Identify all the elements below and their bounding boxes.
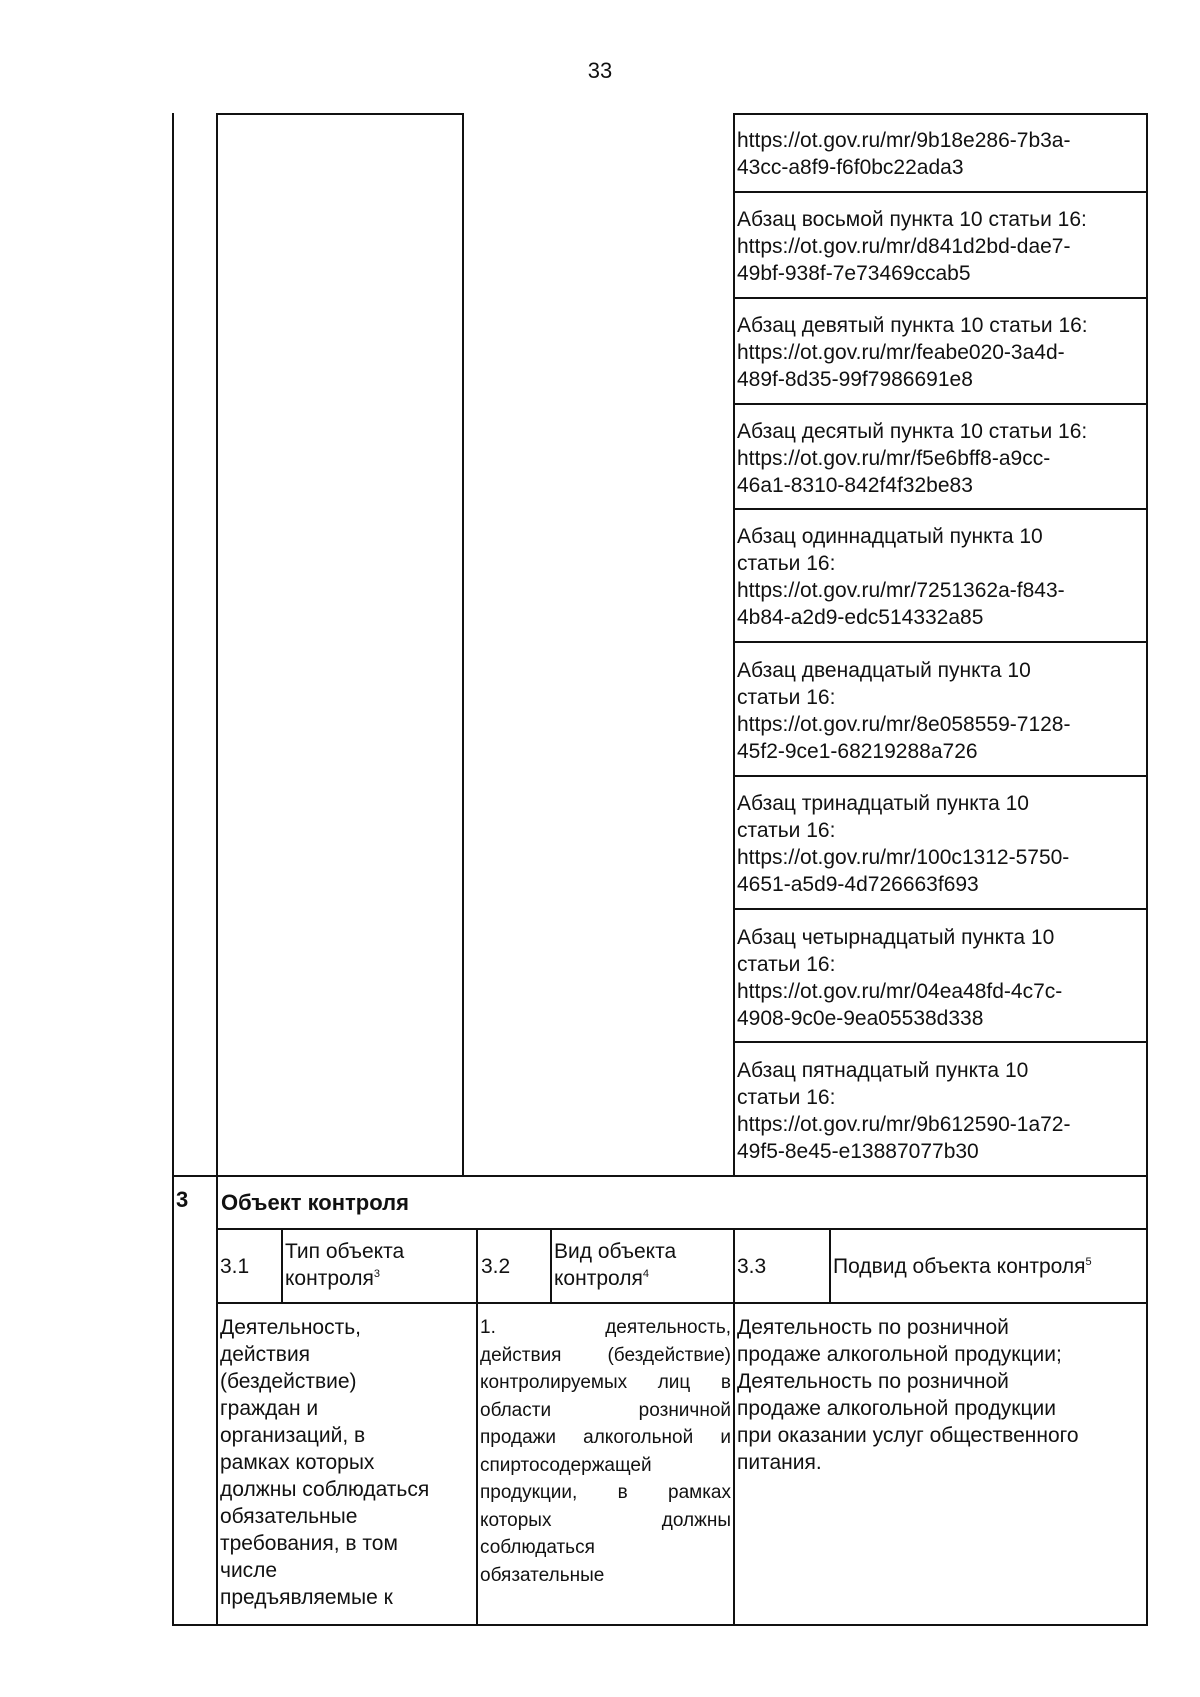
- object-kind-line: области розничной: [480, 1399, 731, 1421]
- column-divider: [476, 1228, 478, 1626]
- row-divider: [216, 1228, 1148, 1230]
- table-border-left: [172, 113, 174, 1626]
- object-kind-line: соблюдаться: [480, 1537, 595, 1558]
- col-3-1-label-text: Тип объекта контроля: [285, 1240, 405, 1290]
- object-type-text: Деятельность, действия (бездействие) граждан и организаций, в рамках которых должны соблюдаться обязательные требования, в том числе предъявляемые к: [220, 1316, 430, 1609]
- table-border-bottom: [172, 1624, 1148, 1626]
- link-cell: Абзац тринадцатый пункта 10 статьи 16: https://ot.gov.ru/mr/100c1312-5750- 4651-a5d9-4d726663f693: [737, 792, 1070, 896]
- col-3-3-number: 3.3: [737, 1255, 767, 1278]
- table-border-right: [1146, 113, 1148, 1626]
- link-cell: Абзац двенадцатый пункта 10 статьи 16: https://ot.gov.ru/mr/8e058559-7128- 45f2-9ce1-68219288a726: [737, 659, 1071, 763]
- section-number: 3: [176, 1187, 189, 1212]
- col-3-1-label: [285, 1238, 475, 1292]
- object-kind-line: контролируемых лиц в: [480, 1372, 731, 1393]
- row-divider: [733, 908, 1148, 910]
- object-subkind-text: Деятельность по розничной продаже алкогольной продукции; Деятельность по розничной продаже алкогольной продукции при оказании услуг общественного питания.: [737, 1316, 1079, 1474]
- row-divider: [733, 297, 1148, 299]
- column-divider: [733, 1228, 735, 1626]
- row-divider: [172, 1175, 1148, 1177]
- link-cell: Абзац восьмой пункта 10 статьи 16: https://ot.gov.ru/mr/d841d2bd-dae7- 49bf-938f-7e73469ccab5: [737, 208, 1087, 285]
- col-3-3-label: [833, 1253, 1146, 1280]
- column-divider: [550, 1228, 552, 1303]
- link-cell: Абзац девятый пункта 10 статьи 16: https://ot.gov.ru/mr/feabe020-3a4d- 489f-8d35-99f7986691e8: [737, 314, 1088, 391]
- object-kind-line: продажи алкогольной и: [480, 1427, 731, 1448]
- table-border-top: [733, 113, 1148, 115]
- col-3-2-number: 3.2: [481, 1255, 511, 1278]
- row-divider: [733, 641, 1148, 643]
- section-title: Объект контроля: [221, 1190, 409, 1215]
- table-border-top: [216, 113, 462, 115]
- link-cell: Абзац четырнадцатый пункта 10 статьи 16: https://ot.gov.ru/mr/04ea48fd-4c7c- 4908-9c0e-9ea05538d338: [737, 926, 1063, 1030]
- row-divider: [733, 508, 1148, 510]
- col-3-3-label-text: Подвид объекта контроля: [833, 1255, 1086, 1278]
- link-cell: https://ot.gov.ru/mr/9b18e286-7b3a- 43cc-a8f9-f6f0bc22ada3: [737, 129, 1071, 179]
- footnote-ref: 3: [373, 1268, 380, 1280]
- link-cell: Абзац пятнадцатый пункта 10 статьи 16: https://ot.gov.ru/mr/9b612590-1a72- 49f5-8e45-e13887077b30: [737, 1059, 1071, 1163]
- object-kind-line: 1. деятельность,: [480, 1317, 731, 1338]
- col-3-2-label-text: Вид объекта контроля: [554, 1240, 677, 1290]
- row-divider: [733, 775, 1148, 777]
- column-divider: [216, 113, 218, 1626]
- column-divider: [733, 113, 735, 1176]
- object-kind-line: спиртосодержащей: [480, 1454, 652, 1476]
- link-cell: Абзац десятый пункта 10 статьи 16: https://ot.gov.ru/mr/f5e6bff8-a9cc- 46a1-8310-842f4f32be83: [737, 420, 1088, 497]
- row-divider: [733, 191, 1148, 193]
- col-3-2-label: [554, 1238, 732, 1292]
- footnote-ref: 4: [642, 1268, 649, 1280]
- col-3-1-number: 3.1: [220, 1255, 250, 1278]
- column-divider: [281, 1228, 283, 1303]
- object-kind-line: обязательные: [480, 1564, 605, 1586]
- link-cell: Абзац одиннадцатый пункта 10 статьи 16: https://ot.gov.ru/mr/7251362a-f843- 4b84-a2d9-edc514332a85: [737, 525, 1065, 629]
- object-kind-line: которых должны: [480, 1509, 731, 1531]
- row-divider: [216, 1302, 1148, 1304]
- column-divider: [462, 113, 464, 1176]
- page-number: 33: [587, 58, 613, 83]
- object-kind-line: продукции, в рамках: [480, 1482, 731, 1503]
- row-divider: [733, 1041, 1148, 1043]
- footnote-ref: 5: [1085, 1256, 1092, 1268]
- row-divider: [733, 403, 1148, 405]
- object-kind-text: [480, 1314, 731, 1589]
- column-divider: [829, 1228, 831, 1303]
- object-kind-line: действия (бездействие): [480, 1344, 731, 1366]
